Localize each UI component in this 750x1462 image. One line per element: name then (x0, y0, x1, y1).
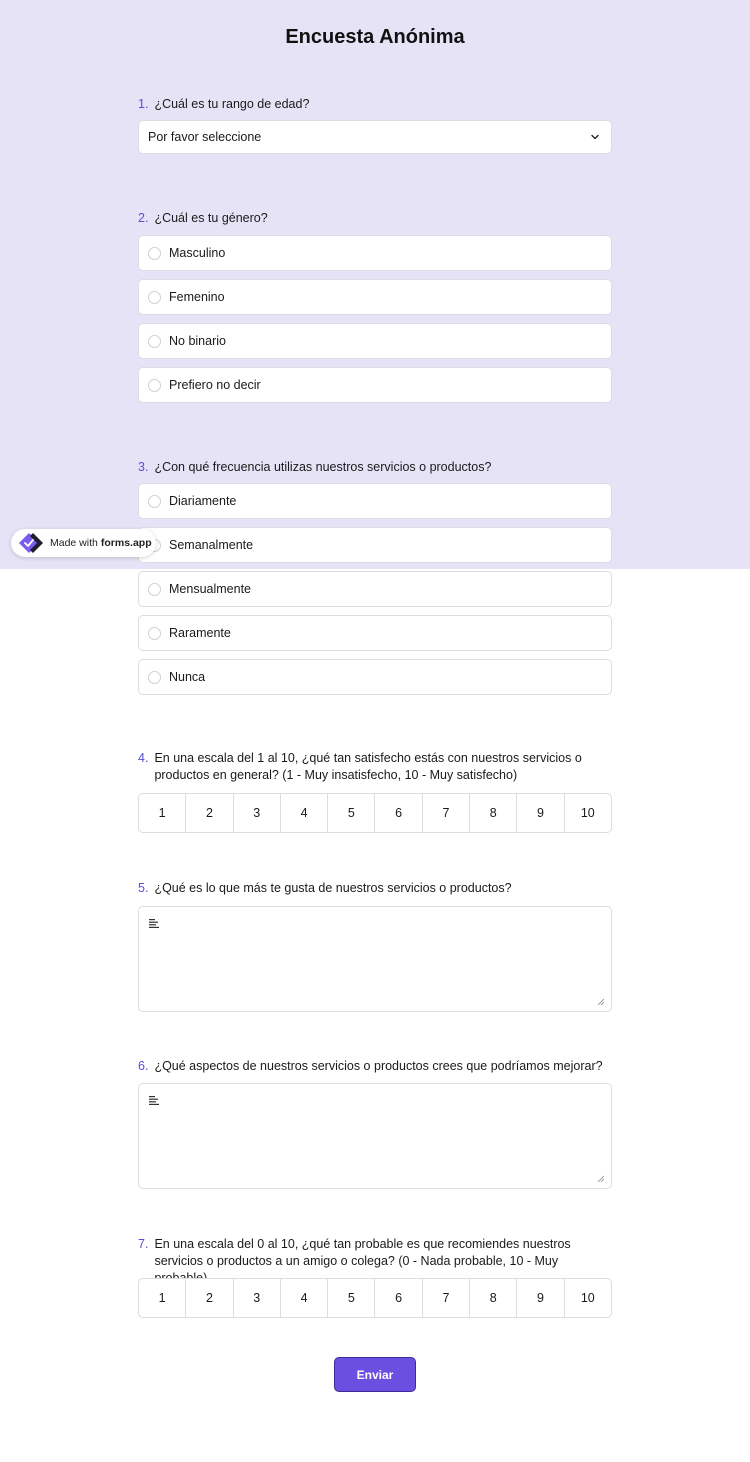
option-label: Nunca (169, 670, 206, 684)
scale-option[interactable]: 5 (328, 794, 375, 832)
radio-button[interactable] (148, 583, 161, 596)
question-number: 6. (138, 1059, 149, 1073)
option-label: Mensualmente (169, 582, 251, 596)
radio-button[interactable] (148, 379, 161, 392)
text-align-icon (149, 919, 159, 928)
question-4-title (138, 750, 612, 784)
improvements-textarea[interactable] (138, 1083, 612, 1189)
question-text: En una escala del 0 al 10, ¿qué tan probable es que recomiendes nuestros servicios o productos a un amigo o colega? (0 - Nada probable, 10 - Muy (154, 1237, 571, 1268)
question-number: 2. (138, 211, 149, 225)
scale-option[interactable]: 3 (234, 794, 281, 832)
scale-option[interactable]: 6 (375, 1279, 422, 1317)
scale-option[interactable]: 4 (281, 794, 328, 832)
radio-button[interactable] (148, 627, 161, 640)
scale-option[interactable]: 9 (517, 1279, 564, 1317)
option-label: No binario (169, 334, 226, 348)
question-number: 3. (138, 460, 149, 474)
scale-option[interactable]: 8 (470, 794, 517, 832)
gender-option[interactable] (138, 323, 612, 359)
submit-button[interactable]: Enviar (334, 1357, 416, 1392)
scale-option[interactable]: 10 (580, 1291, 595, 1305)
option-label: Prefiero no decir (169, 378, 261, 392)
frequency-option[interactable] (138, 659, 612, 695)
radio-button[interactable] (148, 247, 161, 260)
gender-option[interactable] (138, 279, 612, 315)
question-number: 1. (138, 97, 149, 111)
scale-option[interactable]: 7 (423, 1279, 470, 1317)
question-2-title (138, 210, 612, 227)
question-6-title (138, 1058, 612, 1075)
question-text: ¿Qué aspectos de nuestros servicios o productos crees que podríamos mejorar? (154, 1059, 603, 1073)
radio-button[interactable] (148, 291, 161, 304)
radio-button[interactable] (148, 671, 161, 684)
gender-option[interactable] (138, 367, 612, 403)
chevron-down-icon (589, 131, 601, 143)
badge-prefix: Made with (50, 537, 98, 549)
radio-button[interactable] (148, 495, 161, 508)
option-label: Diariamente (169, 494, 237, 508)
resize-handle-icon[interactable] (597, 1175, 604, 1182)
scale-option[interactable]: 1 (139, 1279, 186, 1317)
text-align-icon (149, 1096, 159, 1105)
scale-option[interactable]: 7 (423, 794, 470, 832)
scale-option[interactable]: 5 (328, 1279, 375, 1317)
frequency-option[interactable] (138, 527, 612, 563)
question-5-title (138, 880, 612, 897)
question-text: ¿Cuál es tu género? (154, 211, 268, 225)
forms-app-logo-icon (18, 532, 44, 554)
scale-option[interactable]: 9 (517, 794, 564, 832)
option-label: Masculino (169, 246, 226, 260)
select-value: Por favor seleccione (148, 130, 262, 144)
likes-textarea[interactable] (138, 906, 612, 1012)
age-range-select[interactable] (138, 120, 612, 154)
frequency-option[interactable] (138, 483, 612, 519)
option-label: Femenino (169, 290, 225, 304)
question-number: 5. (138, 881, 149, 895)
question-text: ¿Cuál es tu rango de edad? (154, 97, 310, 111)
option-label: Semanalmente (169, 538, 254, 552)
form-title: Encuesta Anónima (285, 26, 465, 48)
scale-option[interactable]: 3 (234, 1279, 281, 1317)
scale-option[interactable]: 6 (375, 794, 422, 832)
made-with-badge[interactable] (11, 529, 156, 557)
question-number: 7. (138, 1237, 149, 1251)
scale-option[interactable]: 8 (470, 1279, 517, 1317)
scale-option[interactable]: 2 (186, 1279, 233, 1317)
badge-brand: forms.app (100, 537, 152, 549)
recommendation-scale (138, 1278, 612, 1318)
question-text: En una escala del 1 al 10, ¿qué tan satisfecho estás con nuestros servicios o productos en general? (1 - Muy insatisfecho, 10 - Muy satisfecho) (154, 751, 582, 782)
satisfaction-scale (138, 793, 612, 833)
frequency-option[interactable] (138, 571, 612, 607)
question-3-title (138, 459, 612, 476)
option-label: Raramente (169, 626, 231, 640)
question-text: ¿Qué es lo que más te gusta de nuestros servicios o productos? (154, 881, 512, 895)
question-1-title (138, 96, 612, 113)
frequency-option[interactable] (138, 615, 612, 651)
question-number: 4. (138, 751, 149, 765)
radio-button[interactable] (148, 335, 161, 348)
resize-handle-icon[interactable] (597, 998, 604, 1005)
scale-option[interactable]: 10 (580, 806, 595, 820)
gender-option[interactable] (138, 235, 612, 271)
scale-option[interactable]: 4 (281, 1279, 328, 1317)
scale-option[interactable]: 2 (186, 794, 233, 832)
scale-option[interactable]: 1 (139, 794, 186, 832)
question-text: ¿Con qué frecuencia utilizas nuestros servicios o productos? (154, 460, 492, 474)
